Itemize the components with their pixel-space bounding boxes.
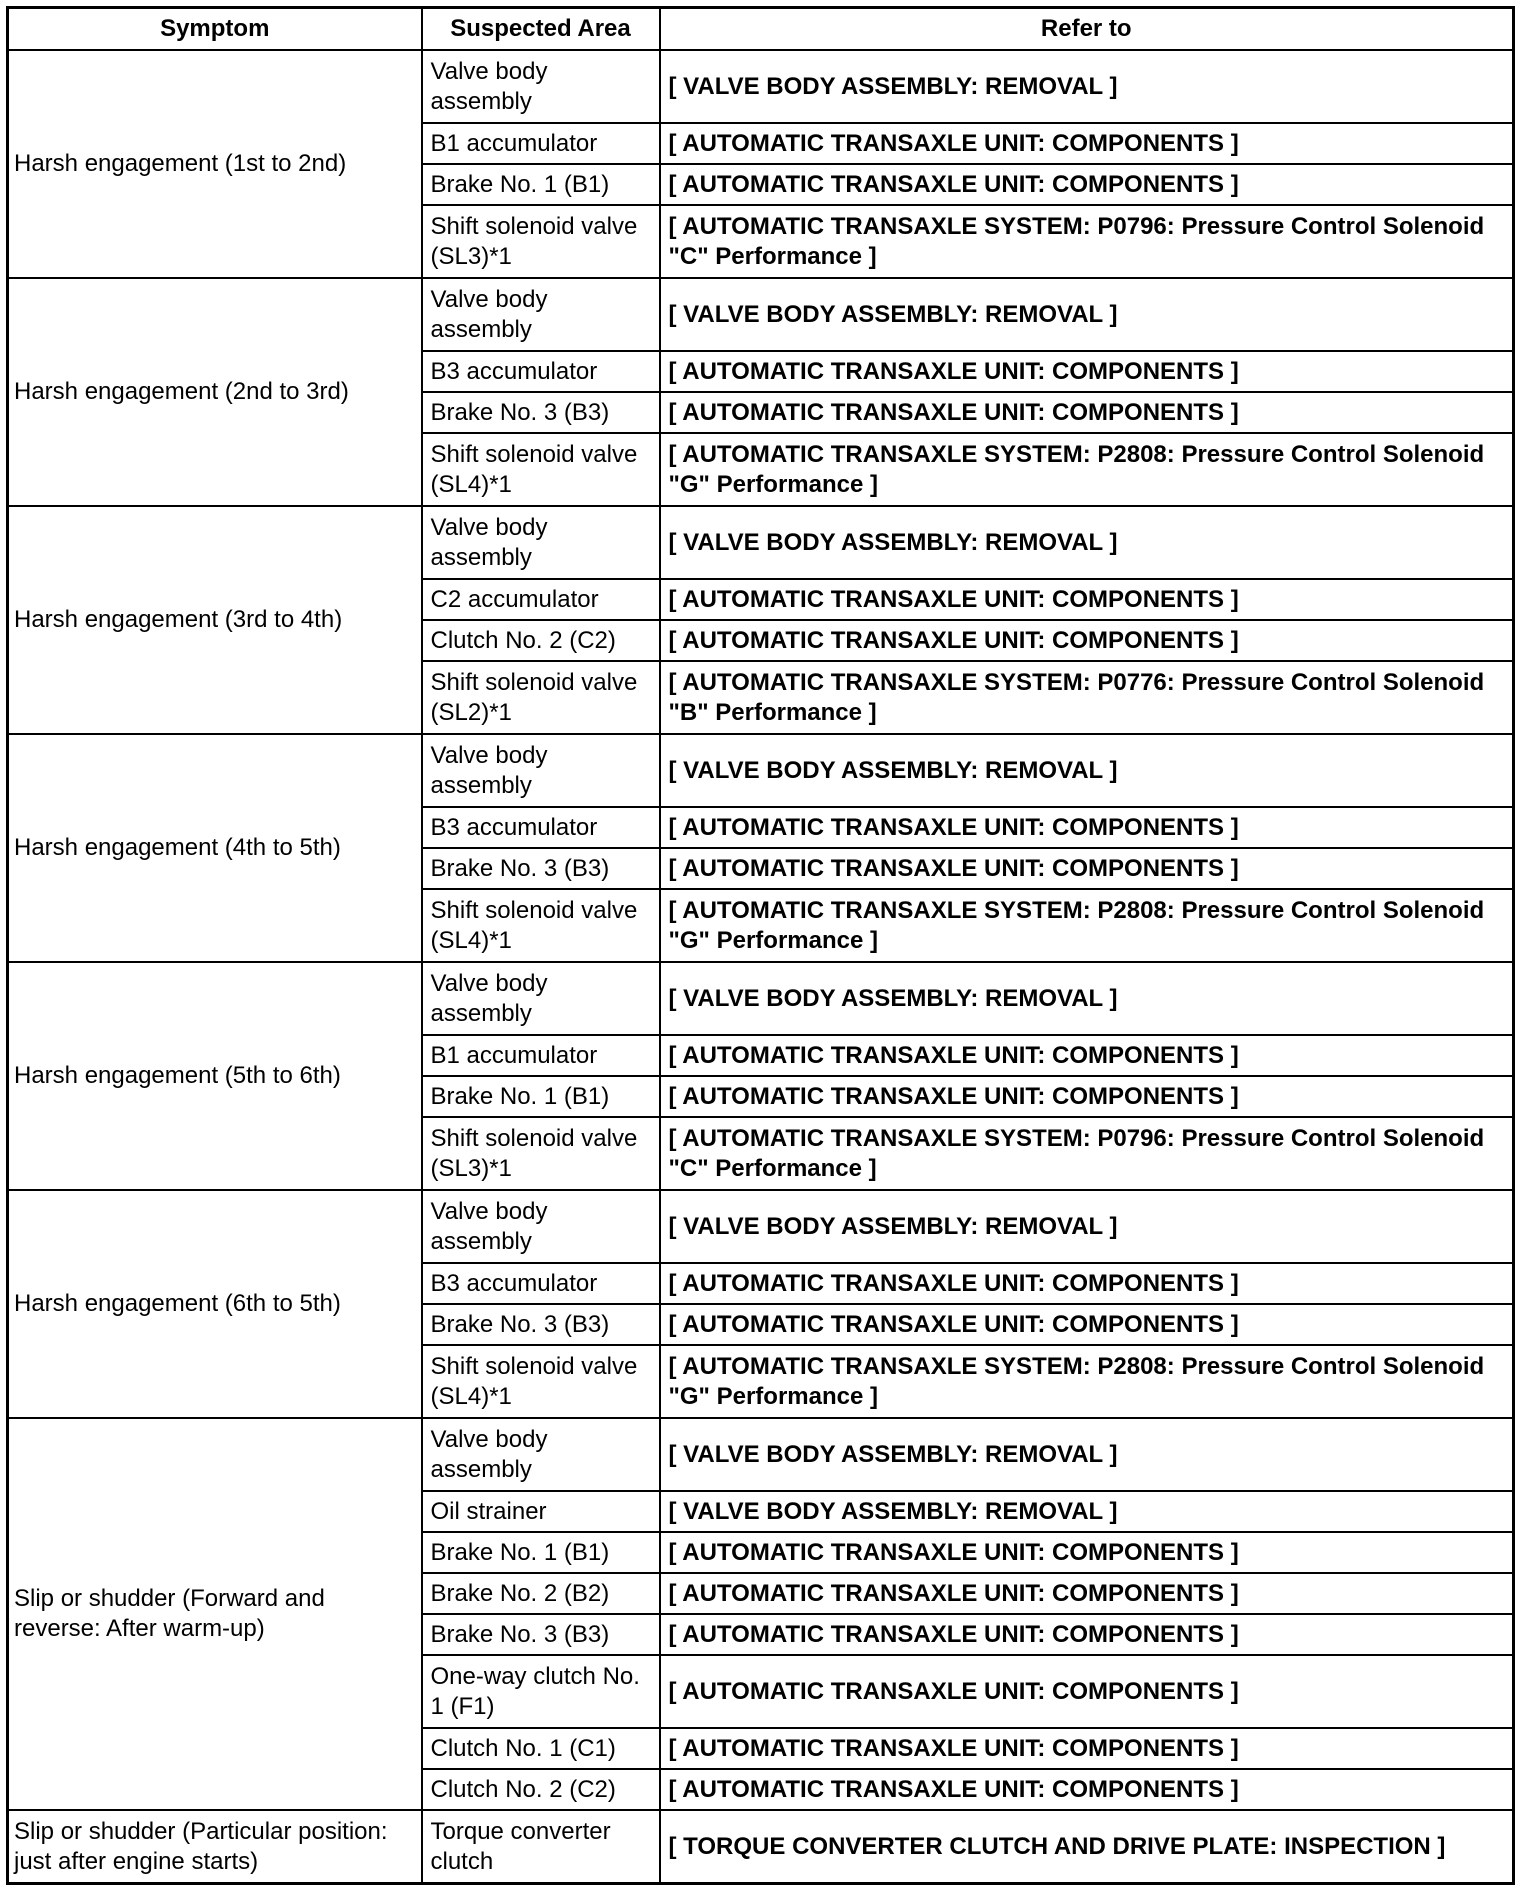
- refer-to-link[interactable]: [ AUTOMATIC TRANSAXLE SYSTEM: P0796: Pressure Control Solenoid "C" Performance ]: [660, 205, 1514, 278]
- suspected-area-cell: B3 accumulator: [422, 1263, 660, 1304]
- symptom-cell: Slip or shudder (Particular position: just after engine starts): [8, 1810, 422, 1884]
- symptom-cell: Slip or shudder (Forward and reverse: After warm-up): [8, 1418, 422, 1810]
- refer-to-link[interactable]: [ VALVE BODY ASSEMBLY: REMOVAL ]: [660, 962, 1514, 1035]
- refer-to-link[interactable]: [ AUTOMATIC TRANSAXLE UNIT: COMPONENTS ]: [660, 392, 1514, 433]
- header-row: [8, 8, 1514, 51]
- refer-to-link[interactable]: [ VALVE BODY ASSEMBLY: REMOVAL ]: [660, 1491, 1514, 1532]
- symptom-cell: Harsh engagement (6th to 5th): [8, 1190, 422, 1418]
- refer-to-link[interactable]: [ AUTOMATIC TRANSAXLE UNIT: COMPONENTS ]: [660, 1263, 1514, 1304]
- suspected-area-cell: Shift solenoid valve (SL3)*1: [422, 205, 660, 278]
- table-row: [8, 50, 1514, 123]
- suspected-area-cell: Shift solenoid valve (SL4)*1: [422, 889, 660, 962]
- refer-to-link[interactable]: [ AUTOMATIC TRANSAXLE SYSTEM: P2808: Pressure Control Solenoid "G" Performance ]: [660, 433, 1514, 506]
- symptom-cell: Harsh engagement (3rd to 4th): [8, 506, 422, 734]
- refer-to-link[interactable]: [ TORQUE CONVERTER CLUTCH AND DRIVE PLATE: INSPECTION ]: [660, 1810, 1514, 1884]
- refer-to-link[interactable]: [ VALVE BODY ASSEMBLY: REMOVAL ]: [660, 734, 1514, 807]
- suspected-area-cell: C2 accumulator: [422, 579, 660, 620]
- refer-to-link[interactable]: [ AUTOMATIC TRANSAXLE UNIT: COMPONENTS ]: [660, 1304, 1514, 1345]
- suspected-area-cell: Shift solenoid valve (SL2)*1: [422, 661, 660, 734]
- suspected-area-cell: Brake No. 3 (B3): [422, 1614, 660, 1655]
- suspected-area-cell: One-way clutch No. 1 (F1): [422, 1655, 660, 1728]
- suspected-area-cell: Torque converter clutch: [422, 1810, 660, 1884]
- refer-to-link[interactable]: [ AUTOMATIC TRANSAXLE UNIT: COMPONENTS ]: [660, 1655, 1514, 1728]
- table-row: [8, 1418, 1514, 1491]
- suspected-area-cell: Valve body assembly: [422, 50, 660, 123]
- suspected-area-cell: Brake No. 3 (B3): [422, 848, 660, 889]
- suspected-area-cell: Valve body assembly: [422, 1418, 660, 1491]
- suspected-area-cell: Brake No. 1 (B1): [422, 1532, 660, 1573]
- table-row: [8, 734, 1514, 807]
- refer-to-link[interactable]: [ AUTOMATIC TRANSAXLE UNIT: COMPONENTS ]: [660, 164, 1514, 205]
- table-row: [8, 1190, 1514, 1263]
- symptom-cell: Harsh engagement (4th to 5th): [8, 734, 422, 962]
- refer-to-link[interactable]: [ VALVE BODY ASSEMBLY: REMOVAL ]: [660, 50, 1514, 123]
- refer-to-link[interactable]: [ AUTOMATIC TRANSAXLE SYSTEM: P0776: Pressure Control Solenoid "B" Performance ]: [660, 661, 1514, 734]
- refer-to-link[interactable]: [ AUTOMATIC TRANSAXLE UNIT: COMPONENTS ]: [660, 807, 1514, 848]
- suspected-area-cell: Clutch No. 2 (C2): [422, 1769, 660, 1810]
- suspected-area-cell: Clutch No. 2 (C2): [422, 620, 660, 661]
- table-body: [8, 50, 1514, 1884]
- suspected-area-cell: Valve body assembly: [422, 1190, 660, 1263]
- suspected-area-cell: B3 accumulator: [422, 351, 660, 392]
- symptom-table: [6, 6, 1515, 1885]
- refer-to-link[interactable]: [ AUTOMATIC TRANSAXLE UNIT: COMPONENTS ]: [660, 1728, 1514, 1769]
- suspected-area-cell: Shift solenoid valve (SL3)*1: [422, 1117, 660, 1190]
- table-row: [8, 506, 1514, 579]
- suspected-area-cell: Brake No. 2 (B2): [422, 1573, 660, 1614]
- header-suspected-area: Suspected Area: [422, 8, 660, 51]
- refer-to-link[interactable]: [ AUTOMATIC TRANSAXLE SYSTEM: P0796: Pressure Control Solenoid "C" Performance ]: [660, 1117, 1514, 1190]
- suspected-area-cell: Brake No. 3 (B3): [422, 392, 660, 433]
- refer-to-link[interactable]: [ AUTOMATIC TRANSAXLE UNIT: COMPONENTS ]: [660, 620, 1514, 661]
- suspected-area-cell: Valve body assembly: [422, 506, 660, 579]
- refer-to-link[interactable]: [ AUTOMATIC TRANSAXLE UNIT: COMPONENTS ]: [660, 351, 1514, 392]
- symptom-cell: Harsh engagement (1st to 2nd): [8, 50, 422, 278]
- refer-to-link[interactable]: [ VALVE BODY ASSEMBLY: REMOVAL ]: [660, 1190, 1514, 1263]
- refer-to-link[interactable]: [ AUTOMATIC TRANSAXLE UNIT: COMPONENTS ]: [660, 1769, 1514, 1810]
- table-row: [8, 1810, 1514, 1884]
- suspected-area-cell: Shift solenoid valve (SL4)*1: [422, 433, 660, 506]
- refer-to-link[interactable]: [ AUTOMATIC TRANSAXLE UNIT: COMPONENTS ]: [660, 848, 1514, 889]
- suspected-area-cell: Brake No. 3 (B3): [422, 1304, 660, 1345]
- suspected-area-cell: B1 accumulator: [422, 1035, 660, 1076]
- suspected-area-cell: Oil strainer: [422, 1491, 660, 1532]
- refer-to-link[interactable]: [ VALVE BODY ASSEMBLY: REMOVAL ]: [660, 1418, 1514, 1491]
- refer-to-link[interactable]: [ AUTOMATIC TRANSAXLE UNIT: COMPONENTS ]: [660, 1532, 1514, 1573]
- refer-to-link[interactable]: [ AUTOMATIC TRANSAXLE UNIT: COMPONENTS ]: [660, 579, 1514, 620]
- suspected-area-cell: Clutch No. 1 (C1): [422, 1728, 660, 1769]
- refer-to-link[interactable]: [ AUTOMATIC TRANSAXLE UNIT: COMPONENTS ]: [660, 123, 1514, 164]
- refer-to-link[interactable]: [ AUTOMATIC TRANSAXLE UNIT: COMPONENTS ]: [660, 1573, 1514, 1614]
- suspected-area-cell: Valve body assembly: [422, 278, 660, 351]
- suspected-area-cell: Valve body assembly: [422, 734, 660, 807]
- refer-to-link[interactable]: [ AUTOMATIC TRANSAXLE UNIT: COMPONENTS ]: [660, 1035, 1514, 1076]
- refer-to-link[interactable]: [ AUTOMATIC TRANSAXLE UNIT: COMPONENTS ]: [660, 1614, 1514, 1655]
- table-row: [8, 962, 1514, 1035]
- symptom-cell: Harsh engagement (2nd to 3rd): [8, 278, 422, 506]
- refer-to-link[interactable]: [ AUTOMATIC TRANSAXLE SYSTEM: P2808: Pressure Control Solenoid "G" Performance ]: [660, 889, 1514, 962]
- refer-to-link[interactable]: [ AUTOMATIC TRANSAXLE SYSTEM: P2808: Pressure Control Solenoid "G" Performance ]: [660, 1345, 1514, 1418]
- suspected-area-cell: Valve body assembly: [422, 962, 660, 1035]
- symptom-cell: Harsh engagement (5th to 6th): [8, 962, 422, 1190]
- refer-to-link[interactable]: [ AUTOMATIC TRANSAXLE UNIT: COMPONENTS ]: [660, 1076, 1514, 1117]
- document-page: [6, 6, 1515, 1885]
- refer-to-link[interactable]: [ VALVE BODY ASSEMBLY: REMOVAL ]: [660, 506, 1514, 579]
- suspected-area-cell: Brake No. 1 (B1): [422, 1076, 660, 1117]
- header-refer-to: Refer to: [660, 8, 1514, 51]
- suspected-area-cell: B3 accumulator: [422, 807, 660, 848]
- suspected-area-cell: Brake No. 1 (B1): [422, 164, 660, 205]
- suspected-area-cell: B1 accumulator: [422, 123, 660, 164]
- table-row: [8, 278, 1514, 351]
- suspected-area-cell: Shift solenoid valve (SL4)*1: [422, 1345, 660, 1418]
- header-symptom: Symptom: [8, 8, 422, 51]
- refer-to-link[interactable]: [ VALVE BODY ASSEMBLY: REMOVAL ]: [660, 278, 1514, 351]
